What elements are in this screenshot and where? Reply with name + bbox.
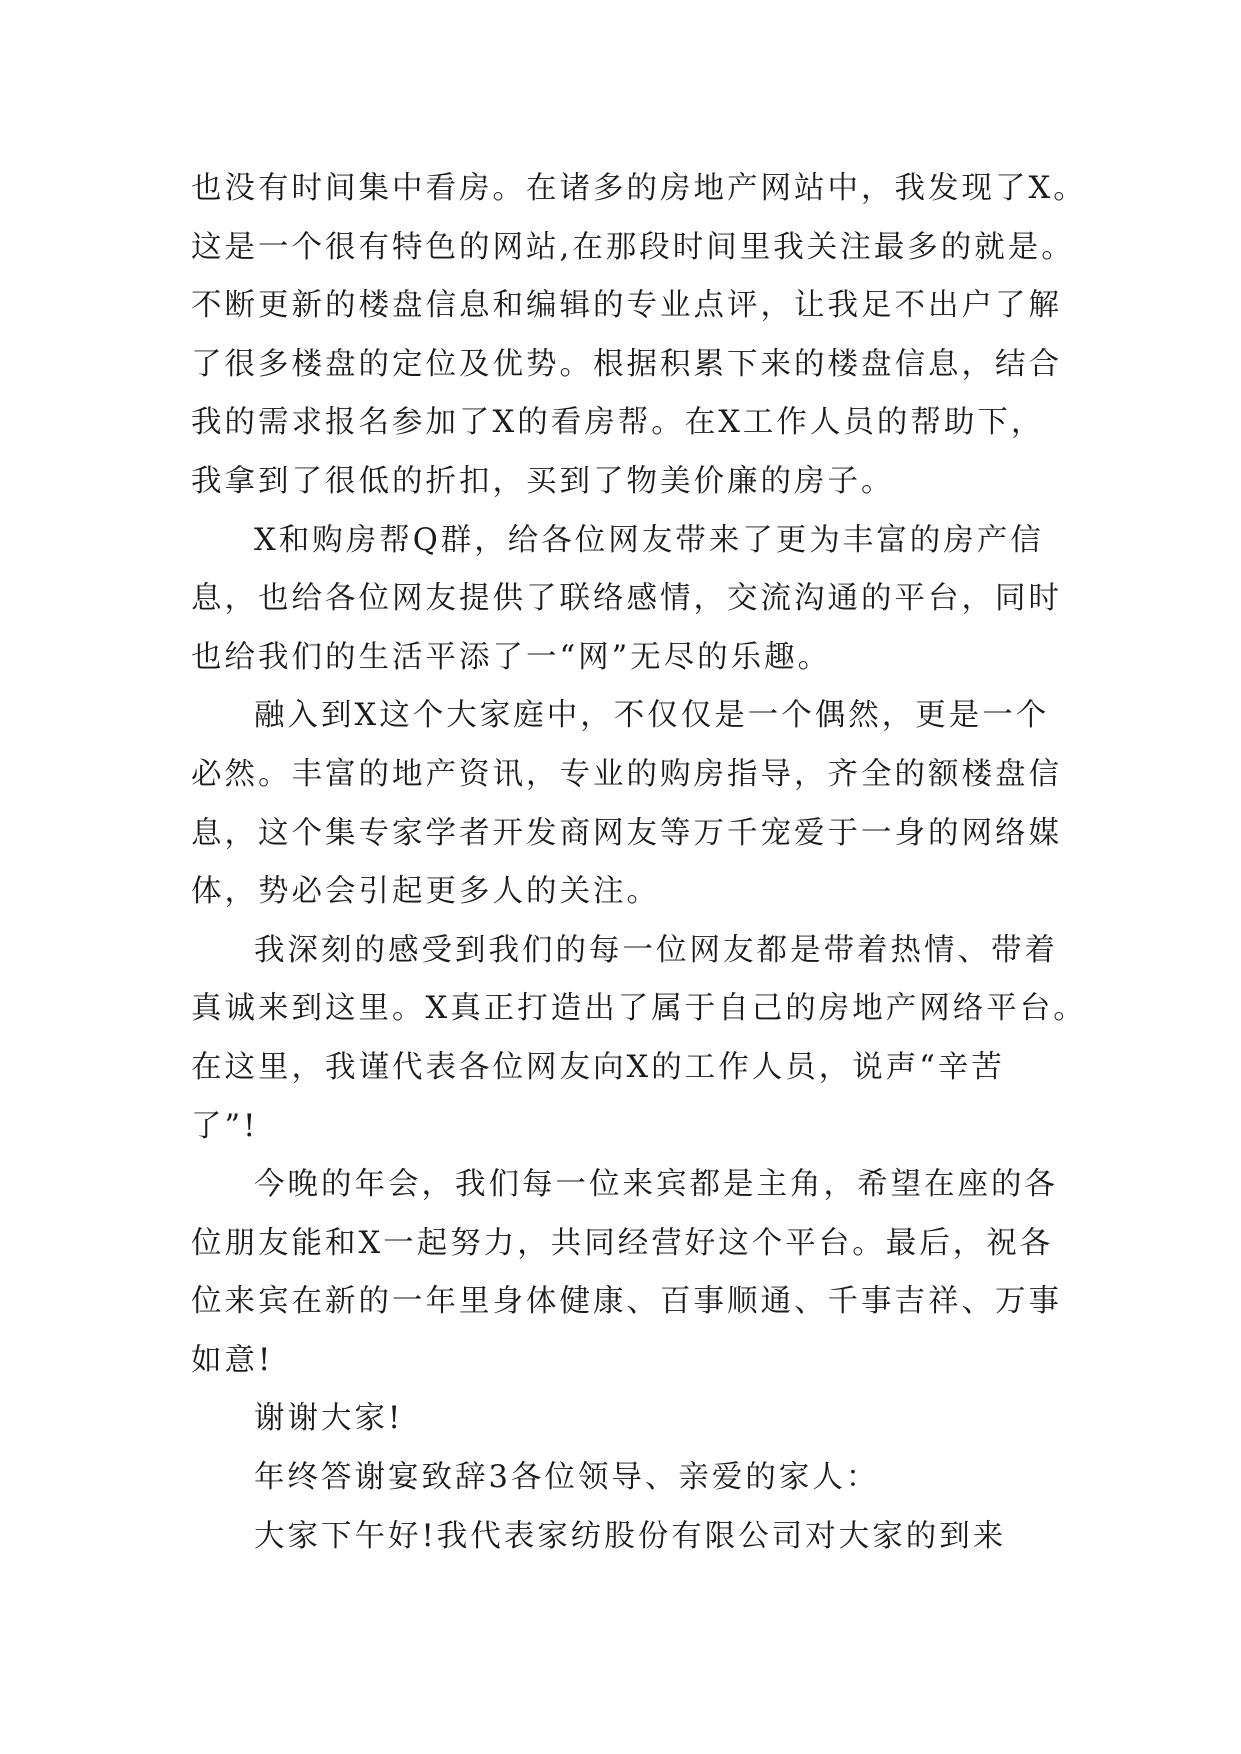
text-line: 了很多楼盘的定位及优势。根据积累下来的楼盘信息，结合 xyxy=(191,346,1062,382)
text-line: 谢谢大家! xyxy=(254,1401,404,1437)
text-line: 今晚的年会，我们每一位来宾都是主角，希望在座的各 xyxy=(254,1167,1058,1203)
text-line: 年终答谢宴致辞3各位领导、亲爱的家人： xyxy=(254,1460,880,1496)
text-line: 也给我们的生活平添了一“网”无尽的乐趣。 xyxy=(191,639,832,675)
text-line: 不断更新的楼盘信息和编辑的专业点评，让我足不出户了解 xyxy=(191,288,1062,324)
text-line: 真诚来到这里。X真正打造出了属于自己的房地产网络平台。 xyxy=(191,991,1087,1027)
text-line: 位朋友能和X一起努力，共同经营好这个平台。最后，祝各 xyxy=(191,1225,1054,1261)
text-line: 我拿到了很低的折扣，买到了物美价廉的房子。 xyxy=(191,463,895,499)
text-line: 我的需求报名参加了X的看房帮。在X工作人员的帮助下， xyxy=(191,405,1045,441)
text-line: 息，这个集专家学者开发商网友等万千宠爱于一身的网络媒 xyxy=(191,815,1062,851)
text-line: X和购房帮Q群，给各位网友带来了更为丰富的房产信 xyxy=(254,522,1044,558)
text-line: 了”! xyxy=(191,1108,259,1144)
text-line: 我深刻的感受到我们的每一位网友都是带着热情、带着 xyxy=(254,932,1058,968)
document-body xyxy=(191,160,1091,1566)
text-line: 大家下午好!我代表家纺股份有限公司对大家的到来 xyxy=(254,1518,1007,1554)
text-line: 体，势必会引起更多人的关注。 xyxy=(191,874,660,910)
text-line: 息，也给各位网友提供了联络感情，交流沟通的平台，同时 xyxy=(191,581,1062,617)
text-line: 也没有时间集中看房。在诸多的房地产网站中，我发现了X。 xyxy=(191,171,1087,206)
text-line: 如意! xyxy=(191,1342,274,1378)
text-line: 必然。丰富的地产资讯，专业的购房指导，齐全的额楼盘信 xyxy=(191,756,1062,792)
text-line: 这是一个很有特色的网站,在那段时间里我关注最多的就是。 xyxy=(191,229,1075,265)
text-line: 在这里，我谨代表各位网友向X的工作人员，说声“辛苦 xyxy=(191,1049,1005,1085)
text-line: 位来宾在新的一年里身体健康、百事顺通、千事吉祥、万事 xyxy=(191,1284,1062,1320)
text-line: 融入到X这个大家庭中，不仅仅是一个偶然，更是一个 xyxy=(254,698,1050,734)
